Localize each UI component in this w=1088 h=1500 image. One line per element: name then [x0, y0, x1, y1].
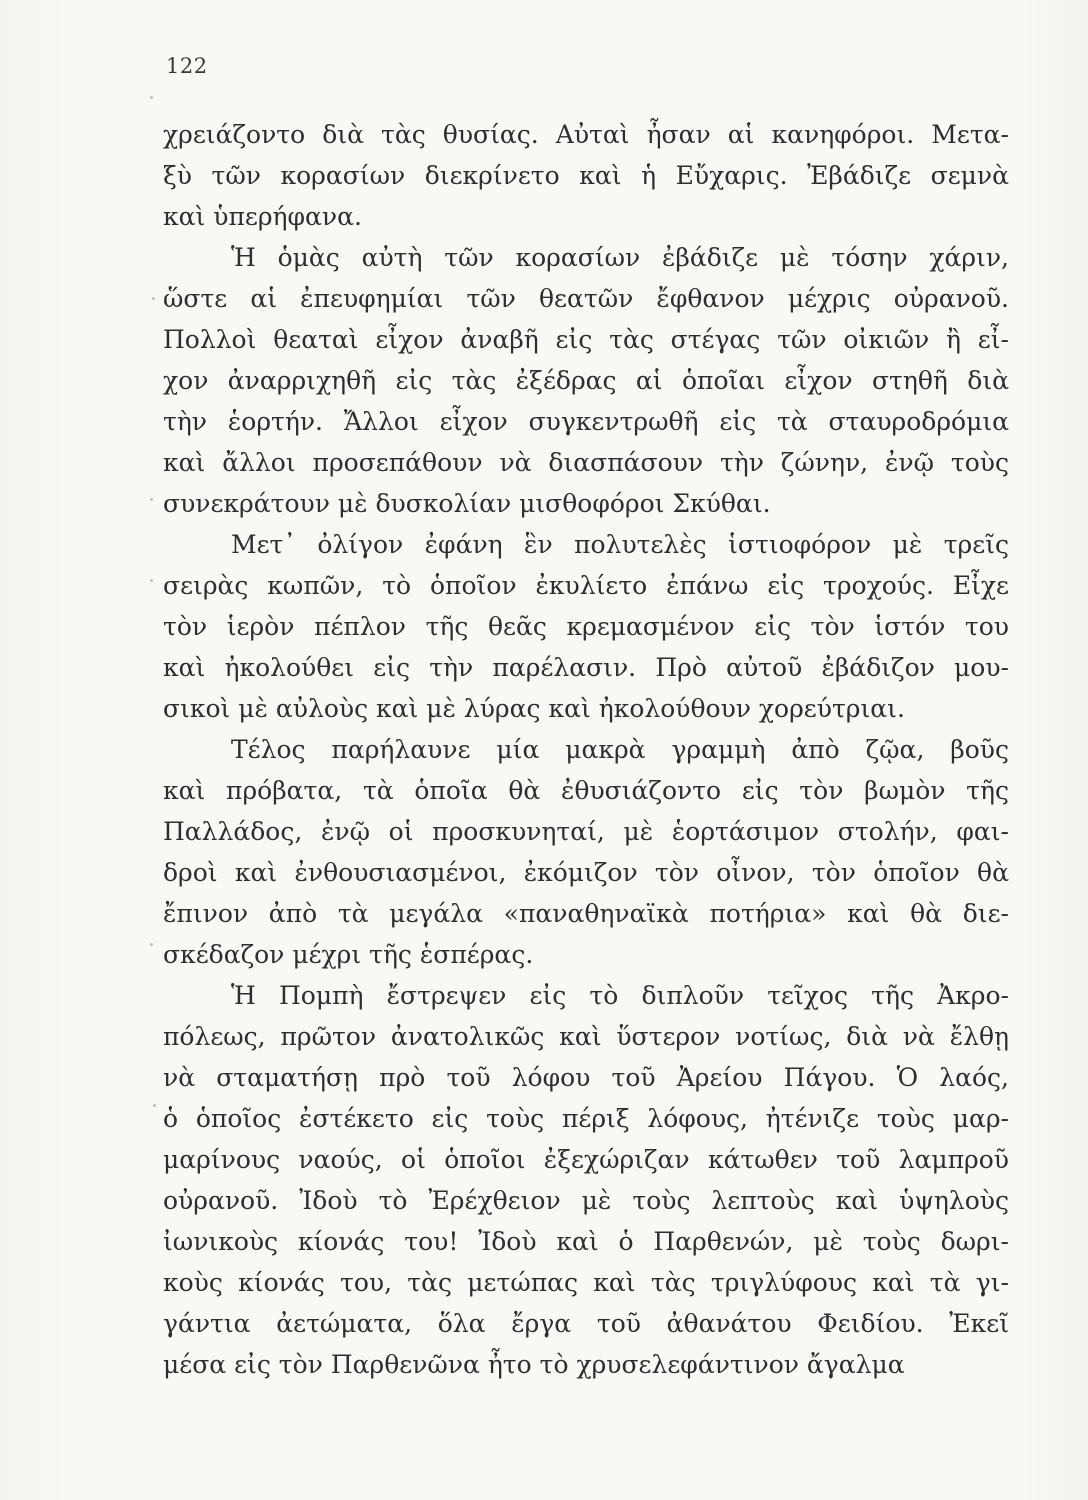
page-number: 122: [166, 54, 208, 78]
body-text: [163, 114, 1009, 1385]
text-line: Παλλάδος, ἐνῷ οἱ προσκυνηταί, μὲ ἑορτάσιμον στολήν, φαι-: [163, 817, 1009, 846]
text-line: χον ἀναρριχηθῆ εἰς τὰς ἐξέδρας αἱ ὁποῖαι εἶχον στηθῆ διὰ: [163, 366, 1009, 395]
text-line: μέσα εἰς τὸν Παρθενῶνα ἦτο τὸ χρυσελεφάντινον ἄγαλμα: [163, 1350, 905, 1379]
paper-speck: [153, 1104, 156, 1107]
paper-speck: [152, 297, 155, 300]
paper-speck: [150, 579, 153, 582]
text-line: σικοὶ μὲ αὐλοὺς καὶ μὲ λύρας καὶ ἠκολούθουν χορεύτριαι.: [163, 694, 905, 723]
text-line: καὶ ὑπερήφανα.: [163, 202, 362, 231]
text-line: καὶ ἠκολούθει εἰς τὴν παρέλασιν. Πρὸ αὐτοῦ ἐβάδιζον μου-: [163, 653, 1009, 682]
paragraph-start-line: Ἡ Πομπὴ ἔστρεψεν εἰς τὸ διπλοῦν τεῖχος τῆς Ἀκρο-: [231, 981, 1009, 1010]
text-line: σειρὰς κωπῶν, τὸ ὁποῖον ἐκυλίετο ἐπάνω εἰς τροχούς. Εἶχε: [163, 571, 1009, 600]
text-line: καὶ ἄλλοι προσεπάθουν νὰ διασπάσουν τὴν ζώνην, ἐνῷ τοὺς: [163, 448, 1009, 477]
text-line: Πολλοὶ θεαταὶ εἶχον ἀναβῆ εἰς τὰς στέγας τῶν οἰκιῶν ἢ εἶ-: [163, 325, 1009, 354]
paragraph-start-line: Ἡ ὁμὰς αὐτὴ τῶν κορασίων ἐβάδιζε μὲ τόσην χάριν,: [231, 243, 1009, 272]
paper-speck: [150, 498, 153, 501]
paragraph-start-line: Μετ᾽ ὀλίγον ἐφάνη ἓν πολυτελὲς ἱστιοφόρον μὲ τρεῖς: [231, 530, 1009, 559]
text-line: ξὺ τῶν κορασίων διεκρίνετο καὶ ἡ Εὔχαρις. Ἐβάδιζε σεμνὰ: [163, 161, 1009, 190]
text-line: καὶ πρόβατα, τὰ ὁποῖα θὰ ἐθυσιάζοντο εἰς τὸν βωμὸν τῆς: [163, 776, 1009, 805]
text-line: ὥστε αἱ ἐπευφημίαι τῶν θεατῶν ἔφθανον μέχρις οὐρανοῦ.: [163, 284, 1009, 313]
text-line: πόλεως, πρῶτον ἀνατολικῶς καὶ ὕστερον νοτίως, διὰ νὰ ἔλθῃ: [163, 1022, 1009, 1051]
paragraph-start-line: Τέλος παρήλαυνε μία μακρὰ γραμμὴ ἀπὸ ζῷα, βοῦς: [231, 735, 1009, 764]
paper-speck: [150, 943, 153, 946]
text-line: μαρίνους ναούς, οἱ ὁποῖοι ἐξεχώριζαν κάτωθεν τοῦ λαμπροῦ: [163, 1145, 1009, 1174]
paper-speck: [150, 96, 153, 99]
text-line: ὁ ὁποῖος ἐστέκετο εἰς τοὺς πέριξ λόφους, ἠτένιζε τοὺς μαρ-: [163, 1104, 1009, 1133]
text-line: ἔπινον ἀπὸ τὰ μεγάλα «παναθηναϊκὰ ποτήρια» καὶ θὰ διε-: [163, 899, 1009, 928]
text-line: ἰωνικοὺς κίονάς του! Ἰδοὺ καὶ ὁ Παρθενών, μὲ τοὺς δωρι-: [163, 1227, 1009, 1256]
text-line: χρειάζοντο διὰ τὰς θυσίας. Αὐταὶ ἦσαν αἱ κανηφόροι. Μετα-: [163, 120, 1009, 149]
text-line: νὰ σταματήσῃ πρὸ τοῦ λόφου τοῦ Ἀρείου Πάγου. Ὁ λαός,: [163, 1063, 1009, 1092]
text-line: συνεκράτουν μὲ δυσκολίαν μισθοφόροι Σκύθαι.: [163, 489, 771, 518]
text-line: οὐρανοῦ. Ἰδοὺ τὸ Ἐρέχθειον μὲ τοὺς λεπτοὺς καὶ ὑψηλοὺς: [163, 1186, 1009, 1215]
text-line: δροὶ καὶ ἐνθουσιασμένοι, ἐκόμιζον τὸν οἶνον, τὸν ὁποῖον θὰ: [163, 858, 1009, 887]
text-line: τὴν ἑορτήν. Ἄλλοι εἶχον συγκεντρωθῆ εἰς τὰ σταυροδρόμια: [163, 407, 1009, 436]
text-line: τὸν ἱερὸν πέπλον τῆς θεᾶς κρεμασμένον εἰς τὸν ἱστόν του: [163, 612, 1009, 641]
text-line: γάντια ἀετώματα, ὅλα ἔργα τοῦ ἀθανάτου Φειδίου. Ἐκεῖ: [163, 1309, 1009, 1338]
text-line: σκέδαζον μέχρι τῆς ἑσπέρας.: [163, 940, 534, 969]
text-line: κοὺς κίονάς του, τὰς μετώπας καὶ τὰς τριγλύφους καὶ τὰ γι-: [163, 1268, 1009, 1297]
